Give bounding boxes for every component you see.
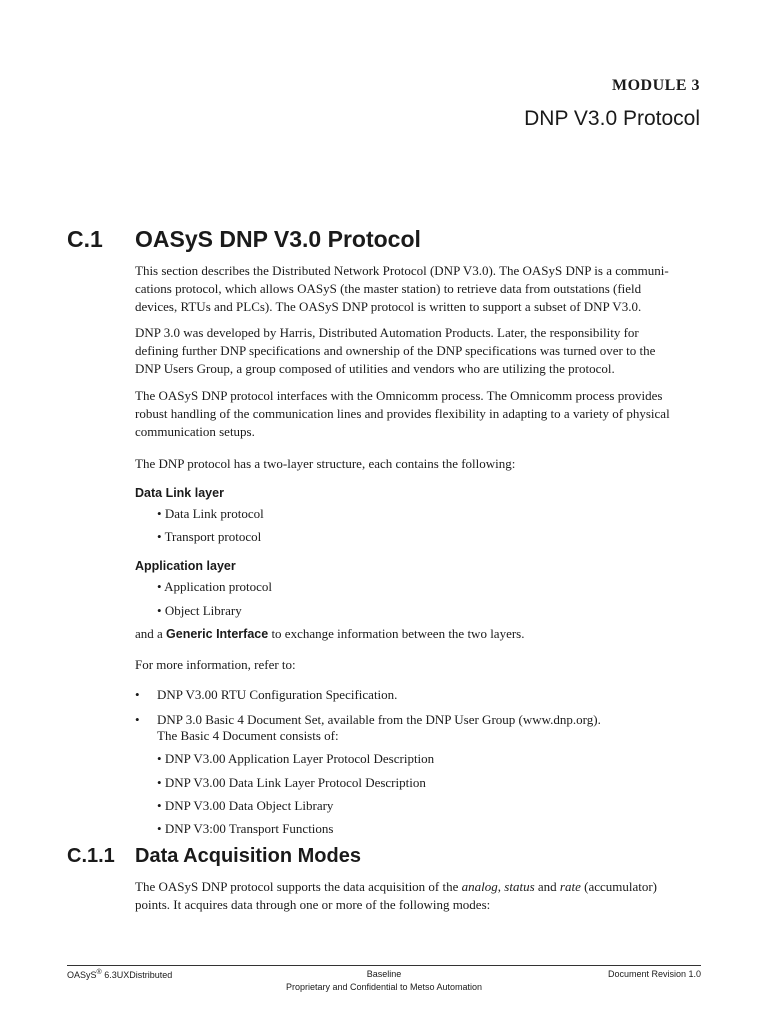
- text-line: The OASyS DNP protocol supports the data acquisition of the analog, status and rate (accumulator): [135, 879, 658, 894]
- text-line: robust handling of the communication lines and provides flexibility in adapting to a variety of physical: [135, 406, 670, 421]
- list-item: • DNP V3.00 Application Layer Protocol Description: [157, 751, 435, 766]
- application-heading: Application layer: [135, 559, 236, 573]
- paragraph-more-info: For more information, refer to:: [135, 657, 296, 672]
- list-bullet: •: [135, 687, 140, 702]
- text-line: This section describes the Distributed Network Protocol (DNP V3.0). The OASyS DNP is a communi-: [135, 263, 669, 278]
- reference-item: DNP V3.00 RTU Configuration Specification.: [157, 687, 398, 702]
- footer-baseline: Baseline: [366, 969, 402, 979]
- text-line: DNP 3.0 was developed by Harris, Distributed Automation Products. Later, the responsibility for: [135, 325, 639, 340]
- generic-interface-term: Generic Interface: [166, 627, 269, 641]
- list-item: • Transport protocol: [157, 529, 262, 544]
- text-line: communication setups.: [135, 424, 255, 439]
- data-link-heading: Data Link layer: [135, 486, 224, 500]
- paragraph-generic-interface: and a Generic Interface to exchange information between the two layers.: [135, 626, 525, 641]
- paragraph-intro: [135, 262, 703, 316]
- text-line: The OASyS DNP protocol interfaces with the Omnicomm process. The Omnicomm process provides: [135, 388, 663, 403]
- list-item: • Data Link protocol: [157, 506, 264, 521]
- list-item: • Object Library: [157, 603, 242, 618]
- footer-divider: [67, 965, 701, 966]
- module-title: DNP V3.0 Protocol: [524, 107, 700, 130]
- footer-confidential: Proprietary and Confidential to Metso Automation: [285, 982, 483, 992]
- list-item: • Application protocol: [157, 579, 273, 594]
- list-bullet: •: [135, 712, 140, 727]
- section-number: C.1: [67, 226, 103, 252]
- text-line: devices, RTUs and PLCs). The OASyS DNP protocol is written to support a subset of DNP V3.0.: [135, 299, 642, 314]
- list-item: • DNP V3:00 Transport Functions: [157, 821, 334, 836]
- reference-item: DNP 3.0 Basic 4 Document Set, available from the DNP User Group (www.dnp.org).: [157, 712, 601, 727]
- text-line: DNP Users Group, a group composed of utilities and vendors who are utilizing the protocol.: [135, 361, 615, 376]
- section-title: OASyS DNP V3.0 Protocol: [135, 226, 421, 252]
- list-item: • DNP V3.00 Data Object Library: [157, 798, 334, 813]
- text-line: cations protocol, which allows OASyS (the master station) to retrieve data from outstations (field: [135, 281, 642, 296]
- paragraph-history: [135, 324, 703, 378]
- paragraph-omnicomm: [135, 387, 703, 441]
- subsection-title: Data Acquisition Modes: [135, 845, 361, 867]
- footer-product: OASyS® 6.3UXDistributed: [67, 969, 173, 980]
- text-line: defining further DNP specifications and ownership of the DNP specifications was turned over to the: [135, 343, 656, 358]
- subsection-number: C.1.1: [67, 845, 115, 867]
- footer-revision: Document Revision 1.0: [607, 969, 701, 979]
- paragraph-structure: The DNP protocol has a two-layer structure, each contains the following:: [135, 456, 516, 471]
- text-line: points. It acquires data through one or more of the following modes:: [135, 897, 491, 912]
- reference-item-continued: The Basic 4 Document consists of:: [157, 728, 339, 743]
- module-label: MODULE 3: [612, 77, 700, 94]
- paragraph-acquisition: [135, 878, 703, 914]
- list-item: • DNP V3.00 Data Link Layer Protocol Description: [157, 775, 426, 790]
